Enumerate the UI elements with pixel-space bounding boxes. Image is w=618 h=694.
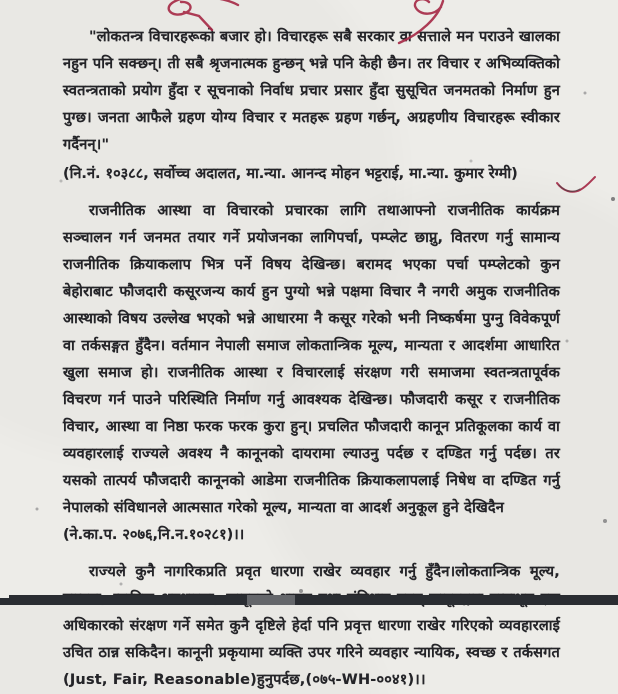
closing-paragraph-latin-phrase: (Just, Fair, Reasonable) xyxy=(63,672,257,688)
scan-noise-specks xyxy=(0,0,2,2)
scanner-band-light-segment xyxy=(247,595,295,605)
body-paragraph: राजनीतिक आस्था वा विचारको प्रचारका लागि तथाआफ्नो राजनीतिक कार्यक्रम सञ्चालन गर्न जनमत तयार गर्ने प्रयोजनका लागिपर्चा, पम्प्लेट छाप्नु, वितरण गर्नु सामान्य राजनीतिक क्रियाकलाप भित्र पर्ने विषय देखिन्छ। बरामद भएका पर्चा पम्प्लेटको कुन बेहोराबाट फौजदारी कसूरजन्य कार्य हुन पुग्यो भन्ने पक्षमा विचार नै नगरी अमुक राजनीतिक आस्थाको विषय उल्लेख भएको भन्ने आधारमा नै कसूर गरेको भनी निष्कर्षमा पुग्नु विवेकपूर्ण वा तर्कसङ्गत हुँदैन। वर्तमान नेपाली समाज लोकतान्त्रिक मूल्य, मान्यता र आदर्शमा आधारित खुला समाज हो। राजनीतिक आस्था र विचारलाई संरक्षण गरी समाजमा स्वतन्त्रतापूर्वक विचरण गर्न पाउने परिस्थिति निर्माण गर्नु आवश्यक देखिन्छ। फौजदारी कसूर र राजनीतिक विचार, आस्था वा निष्ठा फरक फरक कुरा हुन्। प्रचलित फौजदारी कानून प्रतिकूलका कार्य वा व्यवहारलाई राज्यले अवश्य नै कानूनको दायरामा ल्याउनु पर्दछ र दण्डित गर्नु पर्दछ। तर यसको तात्पर्य फौजदारी कानूनको आडेमा राजनीतिक क्रियाकलापलाई निषेध वा दण्डित गर्नु नेपालको संविधानले आत्मसात गरेको मूल्य, मान्यता वा आदर्श अनुकूल हुने देखिदैन xyxy=(63,203,560,516)
quote-citation: (नि.नं. १०३८८, सर्वोच्च अदालत, मा.न्या. आनन्द मोहन भट्टराई, मा.न्या. कुमार रेग्मी) xyxy=(63,166,518,182)
scanner-edge-band xyxy=(0,595,618,605)
body-citation: (ने.का.प. २०७६,नि.न.१०२८१)।। xyxy=(63,527,245,543)
scanner-band-left-notch xyxy=(0,595,9,598)
closing-paragraph-nepali-end: हुनुपर्दछ,(०७५-WH-००४१)।। xyxy=(256,672,426,688)
closing-paragraph xyxy=(63,559,560,694)
quote-paragraph: "लोकतन्त्र विचारहरूको बजार हो। विचारहरू सबै सरकार वा सत्ताले मन पराउने खालका नहुन पनि सक्छन्। ती सबै श्रृजनात्मक हुन्छन् भन्ने पनि केही छैन। तर विचार र अभिव्यक्तिको स्वतन्त्रताको प्रयोग हुँदा र सूचनाको निर्वाध प्रचार प्रसार हुँदा सुसूचित जनमतको निर्माण हुन पुग्छ। जनता आफैले ग्रहण योग्य विचार र मतहरू ग्रहण गर्छन्, अग्रहणीय विचारहरू स्वीकार गर्दैनन्।" xyxy=(63,29,560,153)
closing-paragraph-nepali-start: राज्यले कुनै नागरिकप्रति प्रवृत धारणा राखेर व्यवहार गर्नु हुँदैन।लोकतान्त्रिक मूल्य, अधिकारको संरक्षण गर्ने समेत कुनै दृष्टिले हेर्दा पनि प्रवृत्त धारणा राखेर गरिएको व्यवहारलाई उचित ठान्न सकिदैन। कानूनी प्रकृयामा व्यक्ति उपर गरिने व्यवहार न्यायिक, स्वच्छ र तर्कसगत xyxy=(63,564,560,661)
